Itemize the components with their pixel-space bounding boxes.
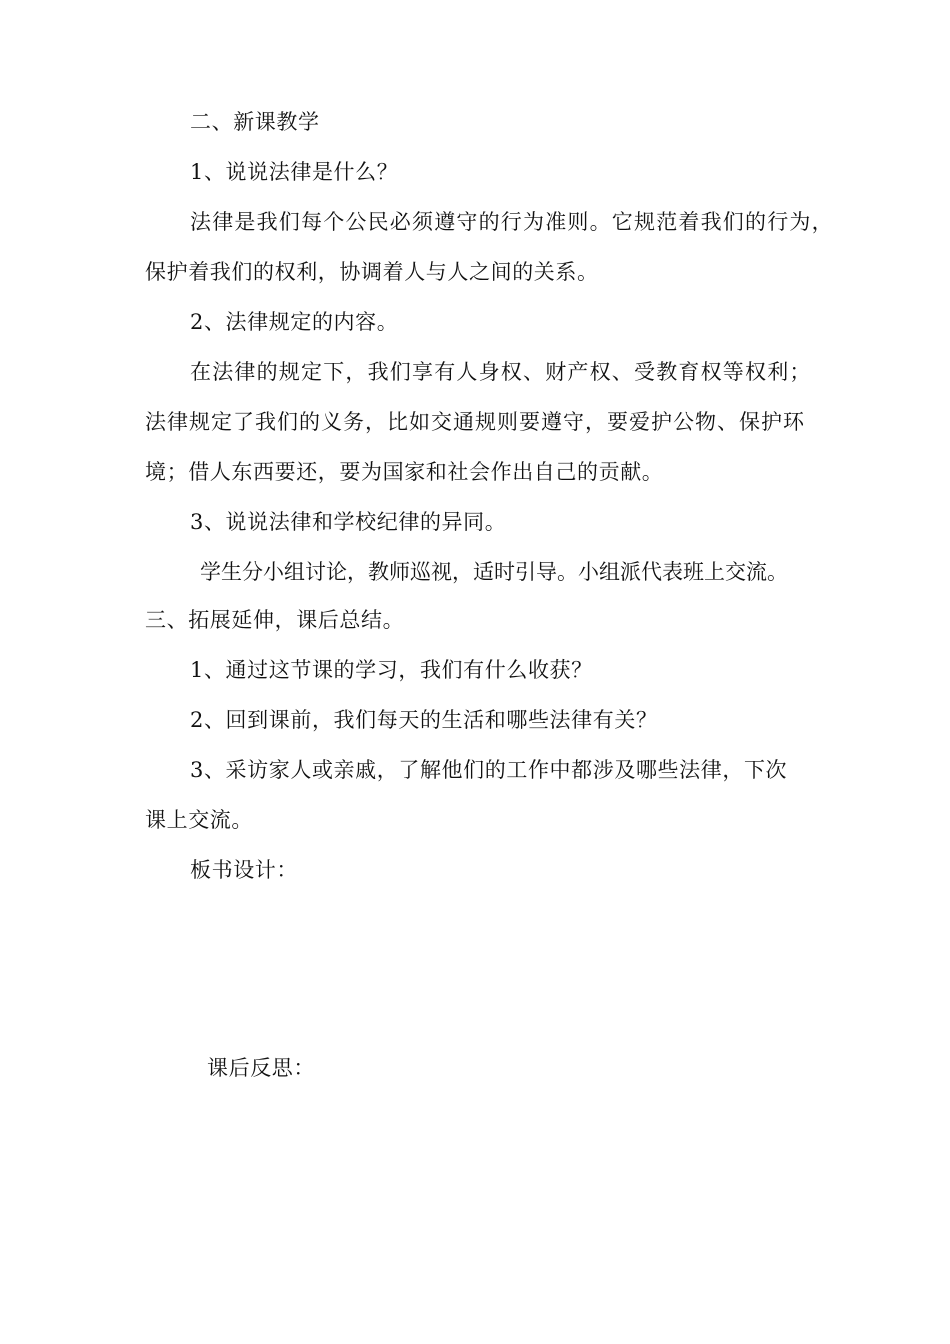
question-what-gained: 1、通过这节课的学习，我们有什么收获？ [190,658,593,682]
question-law-vs-school-rules: 3、说说法律和学校纪律的异同。 [190,510,507,534]
paragraph-law-definition-line-2: 保护着我们的权利，协调着人与人之间的关系。 [145,260,599,284]
task-interview-family-line-2: 课上交流。 [145,808,253,832]
post-lesson-reflection-label: 课后反思： [207,1056,315,1080]
paragraph-law-definition-line-1: 法律是我们每个公民必须遵守的行为准则。它规范着我们的行为， [190,210,834,234]
paragraph-law-content-line-3: 境；借人东西要还，要为国家和社会作出自己的贡献。 [145,460,664,484]
paragraph-law-content-line-1: 在法律的规定下，我们享有人身权、财产权、受教育权等权利； [190,360,812,384]
paragraph-law-content-line-2: 法律规定了我们的义务，比如交通规则要遵守，要爱护公物、保护环 [145,410,805,434]
section-heading-extension-summary: 三、拓展延伸，课后总结。 [145,608,405,632]
blackboard-design-label: 板书设计： [190,858,298,882]
section-heading-new-lesson: 二、新课教学 [190,110,320,134]
question-daily-life-laws: 2、回到课前，我们每天的生活和哪些法律有关？ [190,708,658,732]
question-what-is-law: 1、说说法律是什么？ [190,160,399,184]
task-interview-family-line-1: 3、采访家人或亲戚，了解他们的工作中都涉及哪些法律，下次 [190,758,788,782]
question-law-content: 2、法律规定的内容。 [190,310,399,334]
paragraph-group-discussion: 学生分小组讨论，教师巡视，适时引导。小组派代表班上交流。 [200,560,788,584]
